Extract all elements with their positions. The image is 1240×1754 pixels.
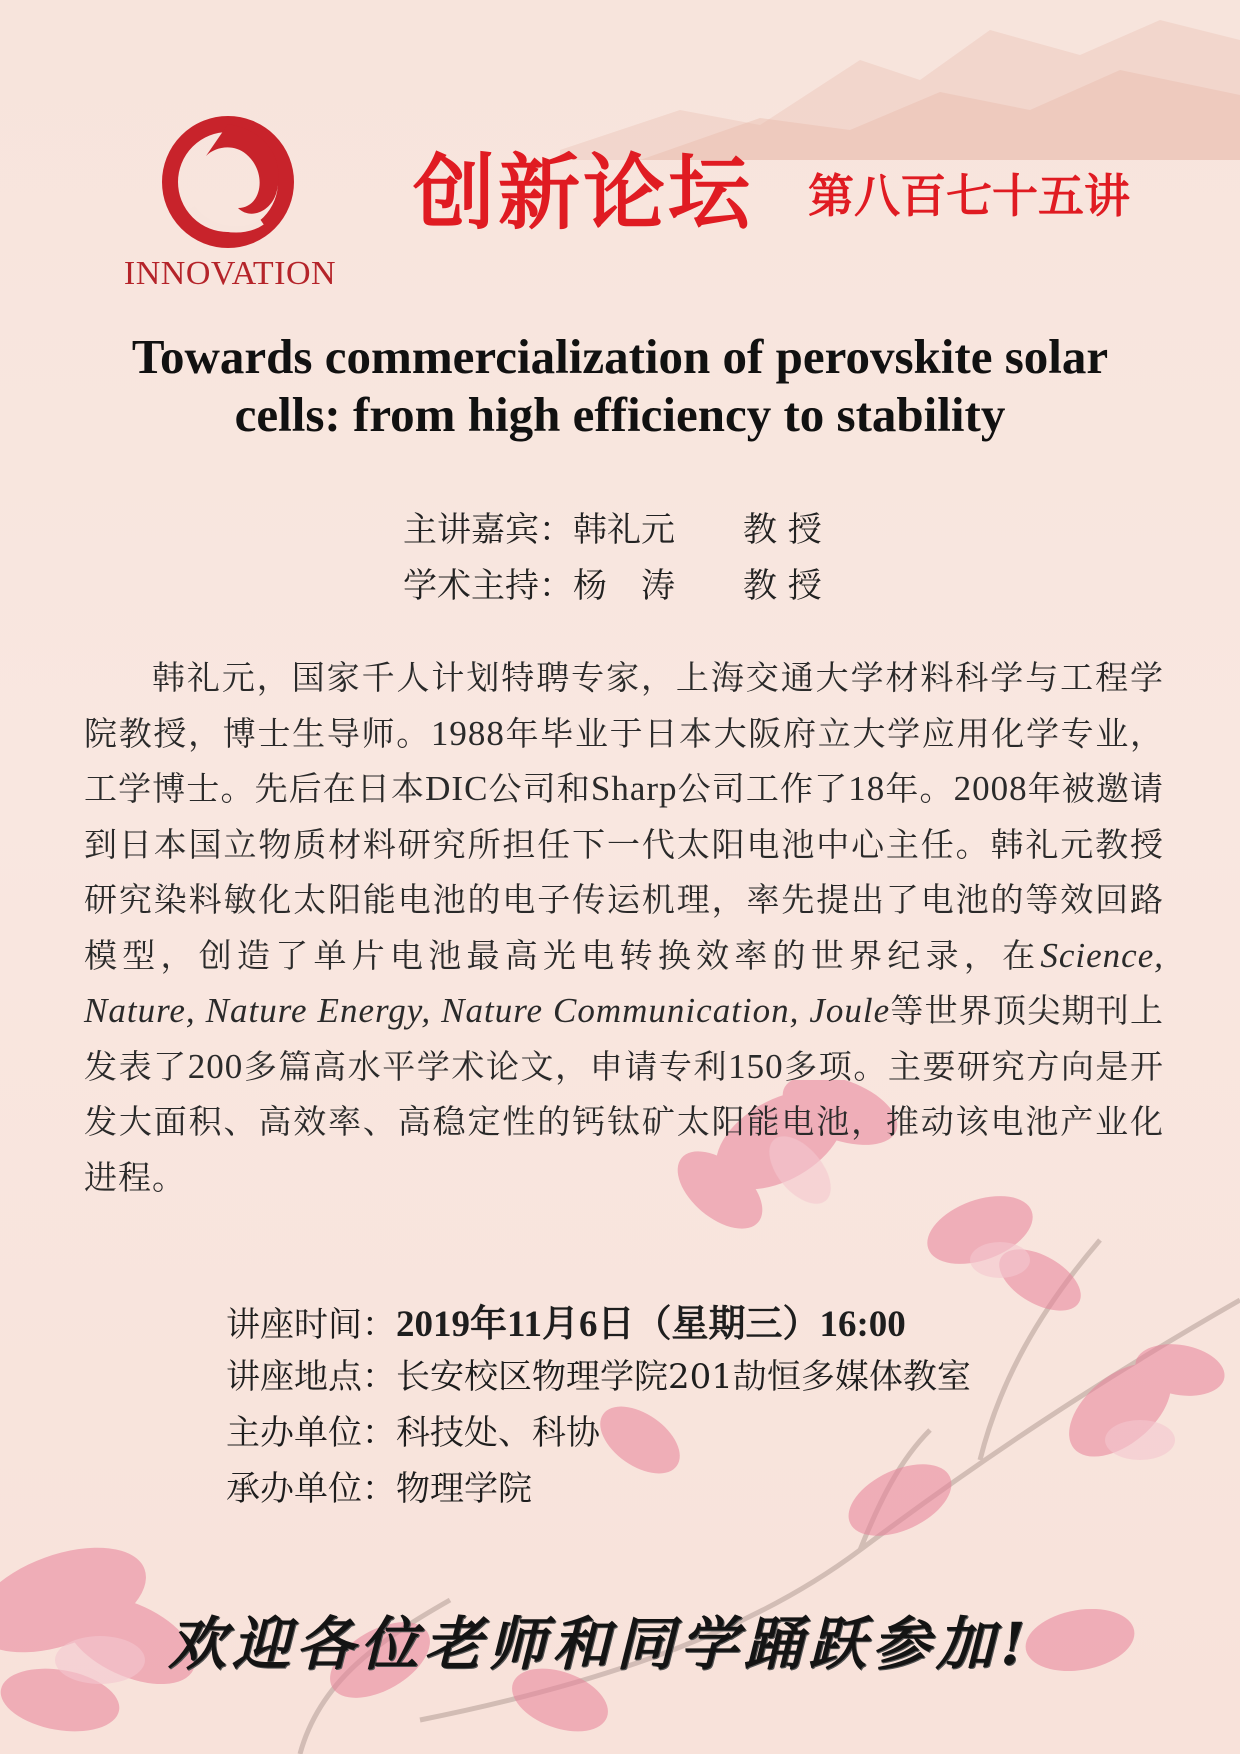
- bio-years: 18: [848, 769, 886, 808]
- host-unit-value: 物理学院: [396, 1469, 532, 1509]
- bio-text: 多项。主要研究方向是开发大面积、高效率、高稳定性的钙钛矿太阳能电池，推动该电池产业化进程。: [84, 1046, 1165, 1197]
- organizer: [226, 1405, 600, 1454]
- welcome-message: 欢迎各位老师和同学踊跃参加!: [168, 1610, 1032, 1678]
- bio-text: 年毕业于日本大阪府立大学应用化学专业，工学博士。先后在日本: [84, 713, 1165, 808]
- host-unit-label: 承办单位：: [226, 1469, 396, 1509]
- bio-text: 公司工作了: [677, 769, 849, 808]
- forum-title: 创新论坛: [413, 146, 754, 241]
- host-label: 学术主持：: [403, 566, 573, 606]
- logo-text: INNOVATION: [123, 255, 337, 292]
- bio-patent-count: 150: [728, 1046, 784, 1086]
- bio-text: 年。: [885, 769, 954, 808]
- host-unit: [226, 1461, 532, 1510]
- host-title: 教 授: [743, 566, 822, 606]
- speaker-label: 主讲嘉宾：: [403, 510, 573, 550]
- innovation-swirl-icon: [158, 112, 298, 252]
- speaker-line: [403, 502, 822, 551]
- bio-company: Sharp: [590, 769, 678, 808]
- organizer-value: 科技处、科协: [396, 1413, 600, 1453]
- lecture-number: 第八百七十五讲: [808, 169, 1130, 223]
- bio-text: 年被邀请到日本国立物质材料研究所担任下一代太阳电池中心主任。韩礼元教授研究染料敏化太阳能电池的电子传运机理，率先提出了电池的等效回路模型，创造了单片电池最高光电转换效率的世界纪录，在: [84, 769, 1165, 975]
- organizer-label: 主办单位：: [226, 1413, 396, 1453]
- bio-text: 韩礼元，国家千人计划特聘专家，上海交通大学材料科学与工程学院教授，博士生导师。: [84, 658, 1164, 753]
- lecture-place-value: 长安校区物理学院201劼恒多媒体教室: [396, 1357, 971, 1397]
- lecture-time-label: 讲座时间：: [226, 1305, 396, 1345]
- lecture-time-value: 2019年11月6日（星期三）16:00: [396, 1304, 906, 1345]
- bio-journals: Science, Nature, Nature Energy, Nature Communication, Joule: [84, 935, 1164, 1030]
- bio-text: 公司和: [488, 769, 591, 808]
- lecture-time: [226, 1293, 906, 1347]
- speaker-bio: [84, 650, 1164, 1205]
- speaker-name: 韩礼元: [573, 510, 675, 550]
- bio-company: DIC: [425, 769, 489, 808]
- lecture-place: [226, 1349, 971, 1398]
- bio-text: 多篇高水平学术论文，申请专利: [243, 1046, 729, 1086]
- talk-title-line-2: cells: from high efficiency to stability: [234, 387, 1006, 442]
- speaker-title: 教 授: [743, 510, 822, 550]
- bio-year: 1988: [430, 713, 505, 753]
- talk-title: [40, 328, 1200, 444]
- bio-year: 2008: [953, 769, 1028, 808]
- innovation-logo: [110, 112, 350, 302]
- bio-text: 等世界顶尖期刊上发表了: [84, 991, 1165, 1086]
- lecture-place-label: 讲座地点：: [226, 1357, 396, 1397]
- bio-paper-count: 200: [187, 1046, 244, 1086]
- host-name: 杨 涛: [573, 566, 675, 606]
- talk-title-line-1: Towards commercialization of perovskite solar: [131, 329, 1109, 384]
- host-line: [403, 558, 822, 607]
